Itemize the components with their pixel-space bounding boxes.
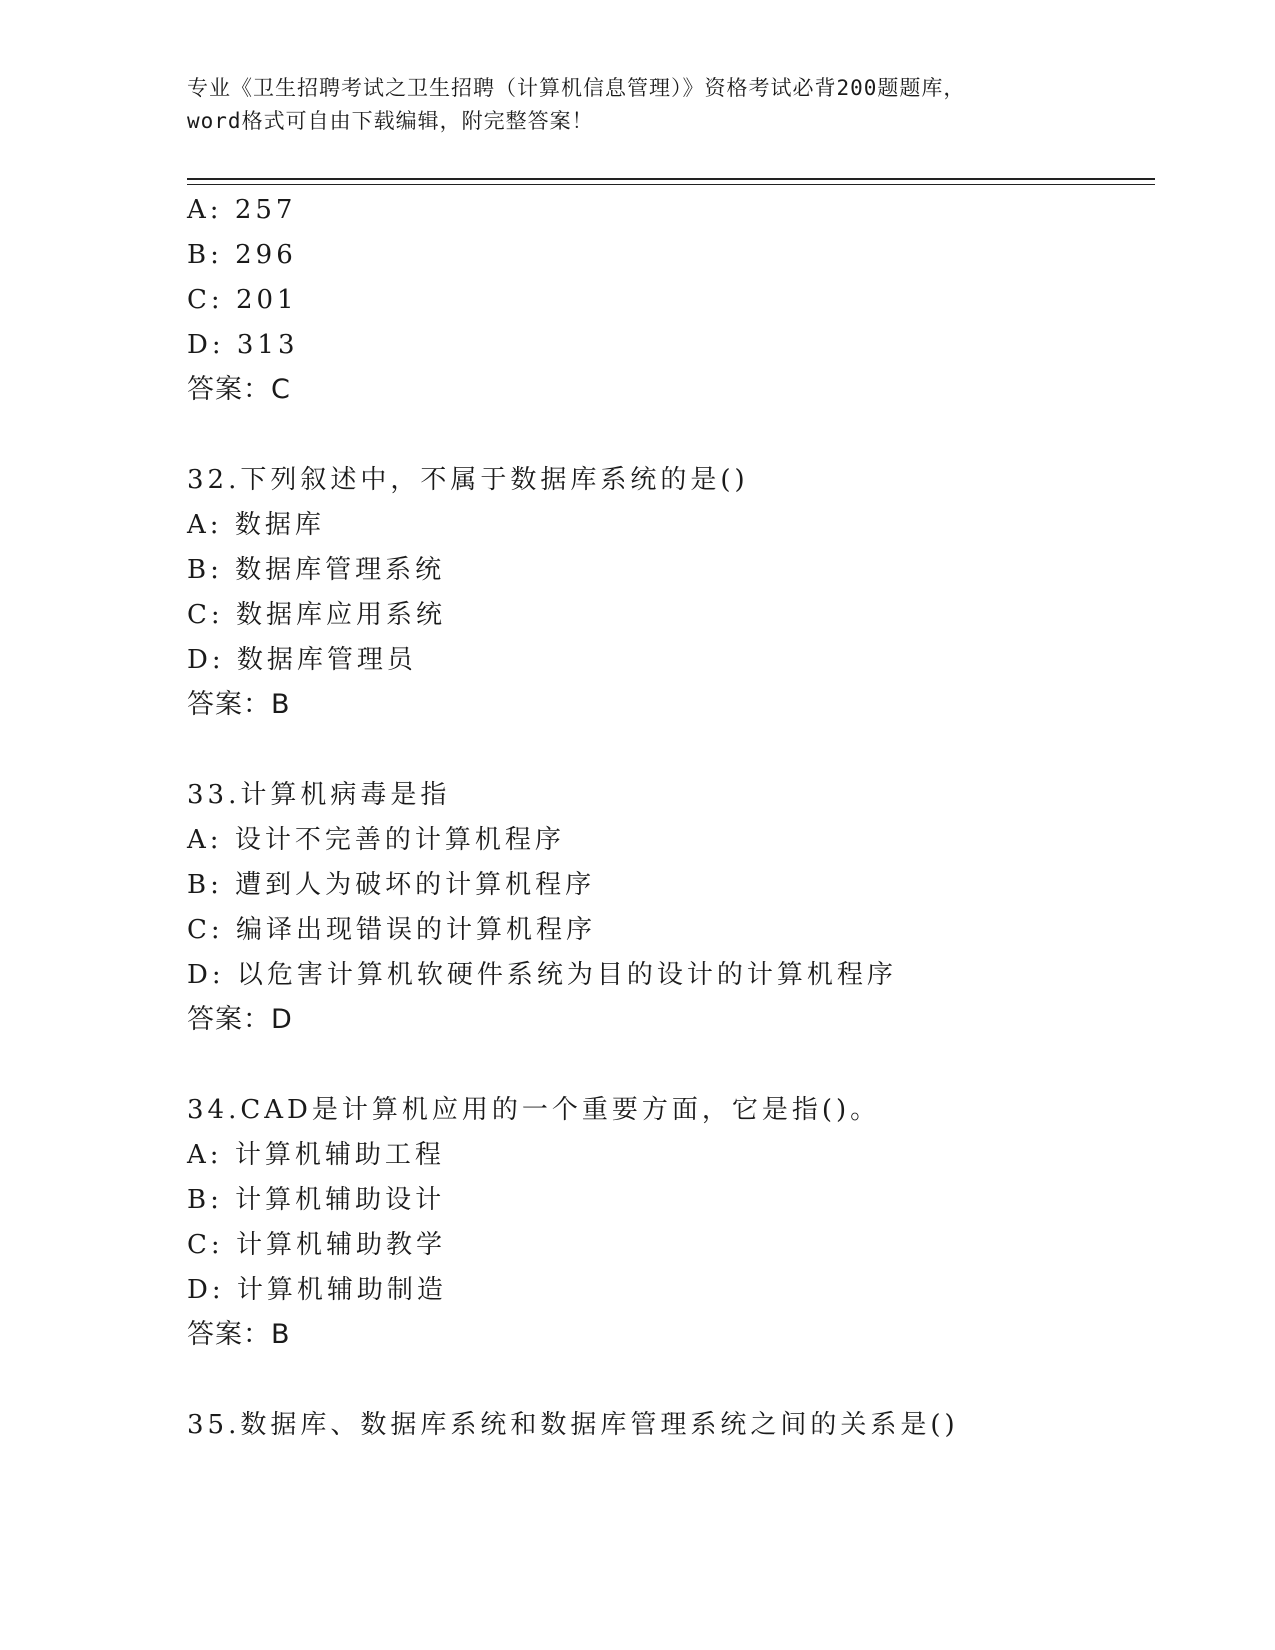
header-line-2: word格式可自由下载编辑，附完整答案！	[187, 109, 594, 133]
option-b: B: 遭到人为破坏的计算机程序	[187, 870, 596, 900]
option-c: C: 201	[187, 285, 298, 315]
header-divider-thick	[187, 178, 1155, 180]
answer: 答案：B	[187, 689, 291, 720]
option-d: D: 313	[187, 330, 299, 360]
option-a: A: 设计不完善的计算机程序	[187, 825, 565, 855]
option-d: D: 计算机辅助制造	[187, 1275, 447, 1305]
option-a: A: 数据库	[187, 510, 325, 540]
question-stem: 35.数据库、数据库系统和数据库管理系统之间的关系是()	[187, 1410, 959, 1440]
answer: 答案：C	[187, 374, 291, 405]
option-c: C: 计算机辅助教学	[187, 1230, 446, 1260]
option-d: D: 以危害计算机软硬件系统为目的设计的计算机程序	[187, 960, 897, 990]
question-stem: 32.下列叙述中，不属于数据库系统的是()	[187, 465, 749, 495]
question-stem: 34.CAD是计算机应用的一个重要方面，它是指()。	[187, 1095, 881, 1125]
header-line-1: 专业《卫生招聘考试之卫生招聘（计算机信息管理）》资格考试必背200题题库，	[187, 76, 966, 100]
option-a: A: 计算机辅助工程	[187, 1140, 445, 1170]
option-b: B: 计算机辅助设计	[187, 1185, 446, 1215]
option-a: A: 257	[187, 195, 297, 225]
option-b: B: 数据库管理系统	[187, 555, 446, 585]
document-header	[187, 72, 1087, 138]
answer: 答案：B	[187, 1319, 291, 1350]
question-stem: 33.计算机病毒是指	[187, 780, 451, 810]
option-c: C: 数据库应用系统	[187, 600, 446, 630]
option-b: B: 296	[187, 240, 297, 270]
header-divider-thin	[187, 184, 1155, 185]
option-c: C: 编译出现错误的计算机程序	[187, 915, 596, 945]
answer: 答案：D	[187, 1004, 293, 1035]
option-d: D: 数据库管理员	[187, 645, 417, 675]
